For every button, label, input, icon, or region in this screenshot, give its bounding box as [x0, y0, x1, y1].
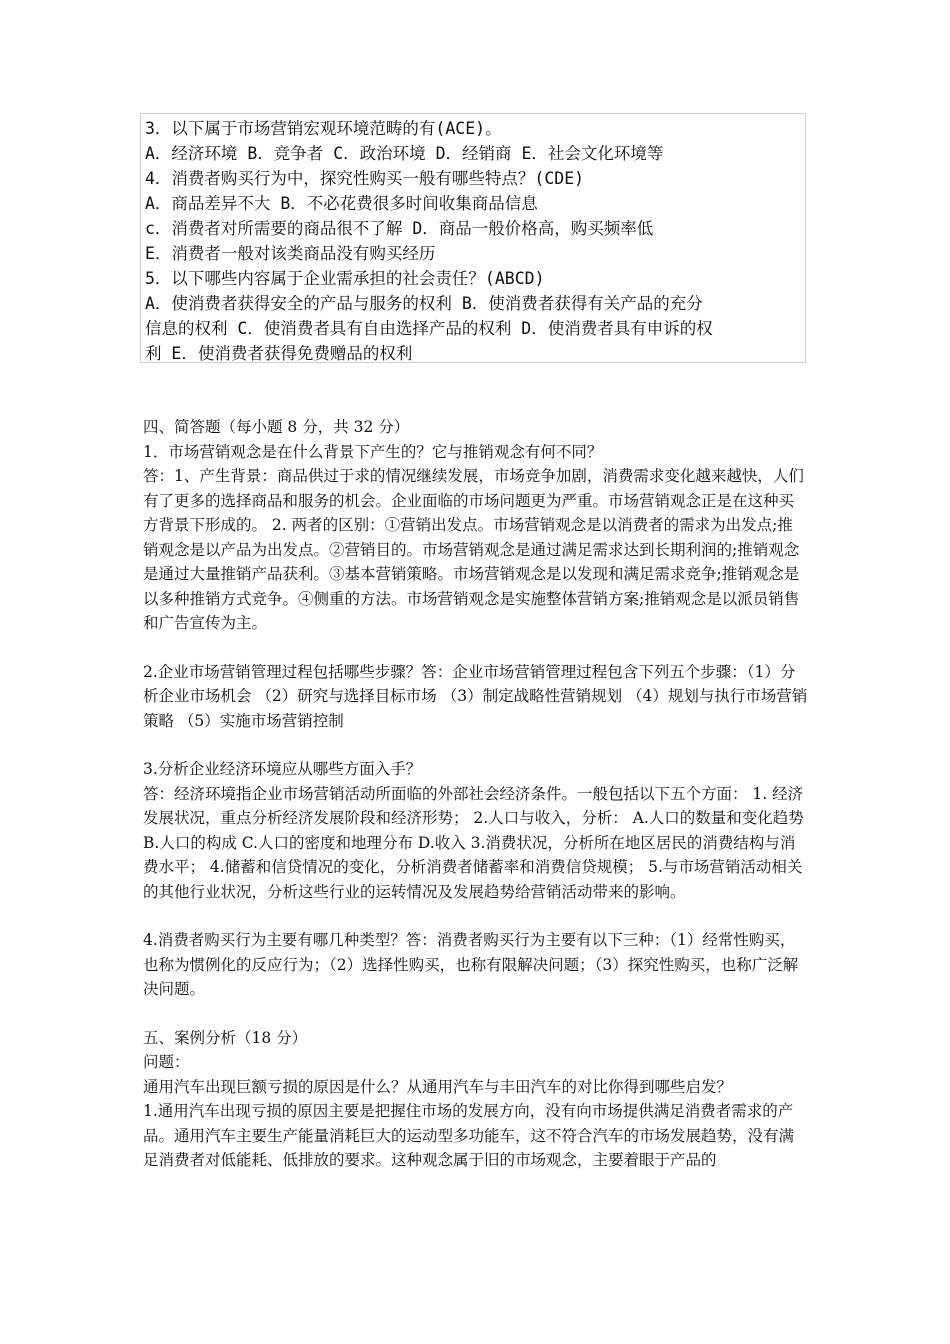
case-heading: 五、案例分析（18 分） — [143, 1028, 308, 1047]
question-2: 2.企业市场营销管理过程包括哪些步骤？答：企业市场营销管理过程包含下列五个步骤：（1）分析企业市场机会 （2）研究与选择目标市场 （3）制定战略性营销规划 （4）规划与执行市场营销策略 （5）实施市场营销控制 — [143, 662, 808, 730]
mc-line: A．使消费者获得安全的产品与服务的权利 B．使消费者获得有关产品的充分 — [145, 294, 703, 313]
answer-1: 答：1、产生背景：商品供过于求的情况继续发展，市场竞争加剧，消费需求变化越来越快，人们有了更多的选择商品和服务的机会。企业面临的市场问题更为严重。市场营销观念正是在这种买方背景下形成的。 2. 两者的区别：①营销出发点。市场营销观念是以消费者的需求为出发点;推销观念是以产品为出发点。②营销目的。市场营销观念是通过满足需求达到长期利润的;推销观念是通过大量推销产品获利。③基本营销策略。市场营销观念是以发现和满足需求竞争;推销观念是以多种推销方式竞争。④侧重的方法。市场营销观念是实施整体营销方案;推销观念是以派员销售和广告宣传为主。 — [143, 467, 804, 632]
answer-3: 答：经济环境指企业市场营销活动所面临的外部社会经济条件。一般包括以下五个方面： 1. 经济发展状况，重点分析经济发展阶段和经济形势； 2.人口与收入，分析： A.人口的数量和变化趋势 B.人口的构成 C.人口的密度和地理分布 D.收入 3.消费状况，分析所在地区居民的消费结构与消费水平； 4.储蓄和信贷情况的变化，分析消费者储蓄率和消费信贷规模； 5.与市场营销活动相关的其他行业状况，分析这些行业的运转情况及发展趋势给营销活动带来的影响。 — [143, 784, 804, 901]
mc-line: 利 E．使消费者获得免费赠品的权利 — [145, 344, 413, 363]
short-answer-section — [143, 415, 808, 1173]
mc-line: A．经济环境 B．竞争者 C．政治环境 D．经销商 E．社会文化环境等 — [145, 144, 664, 163]
mc-line: E．消费者一般对该类商品没有购买经历 — [145, 244, 436, 263]
section-heading: 四、简答题（每小题 8 分，共 32 分） — [143, 418, 410, 436]
case-answer: 1.通用汽车出现亏损的原因主要是把握住市场的发展方向，没有向市场提供满足消费者需求的产品。通用汽车主要生产能量消耗巨大的运动型多功能车，这不符合汽车的市场发展趋势，没有满足消费者对低能耗、低排放的要求。这种观念属于旧的市场观念，主要着眼于产品的 — [143, 1102, 795, 1169]
question-1: 1．市场营销观念是在什么背景下产生的？它与推销观念有何不同？ — [143, 442, 603, 461]
mc-line: c．消费者对所需要的商品很不了解 D．商品一般价格高，购买频率低 — [145, 219, 654, 238]
mc-line: A．商品差异不大 B．不必花费很多时间收集商品信息 — [145, 194, 538, 213]
multiple-choice-box — [140, 113, 806, 363]
question-4: 4.消费者购买行为主要有哪几种类型？答：消费者购买行为主要有以下三种：（1）经常性购买，也称为惯例化的反应行为；（2）选择性购买，也称有限解决问题；（3）探究性购买，也称广泛解决问题。 — [143, 931, 799, 998]
mc-line: 3．以下属于市场营销宏观环境范畴的有(ACE)。 — [145, 119, 502, 138]
mc-line: 5．以下哪些内容属于企业需承担的社会责任？(ABCD) — [145, 269, 545, 288]
question-3: 3.分析企业经济环境应从哪些方面入手？ — [143, 760, 422, 778]
case-question: 通用汽车出现巨额亏损的原因是什么？从通用汽车与丰田汽车的对比你得到哪些启发？ — [143, 1077, 733, 1096]
case-question-label: 问题： — [143, 1053, 190, 1071]
mc-line: 4．消费者购买行为中，探究性购买一般有哪些特点？(CDE) — [145, 169, 585, 188]
mc-line: 信息的权利 C．使消费者具有自由选择产品的权利 D．使消费者具有申诉的权 — [145, 319, 713, 338]
